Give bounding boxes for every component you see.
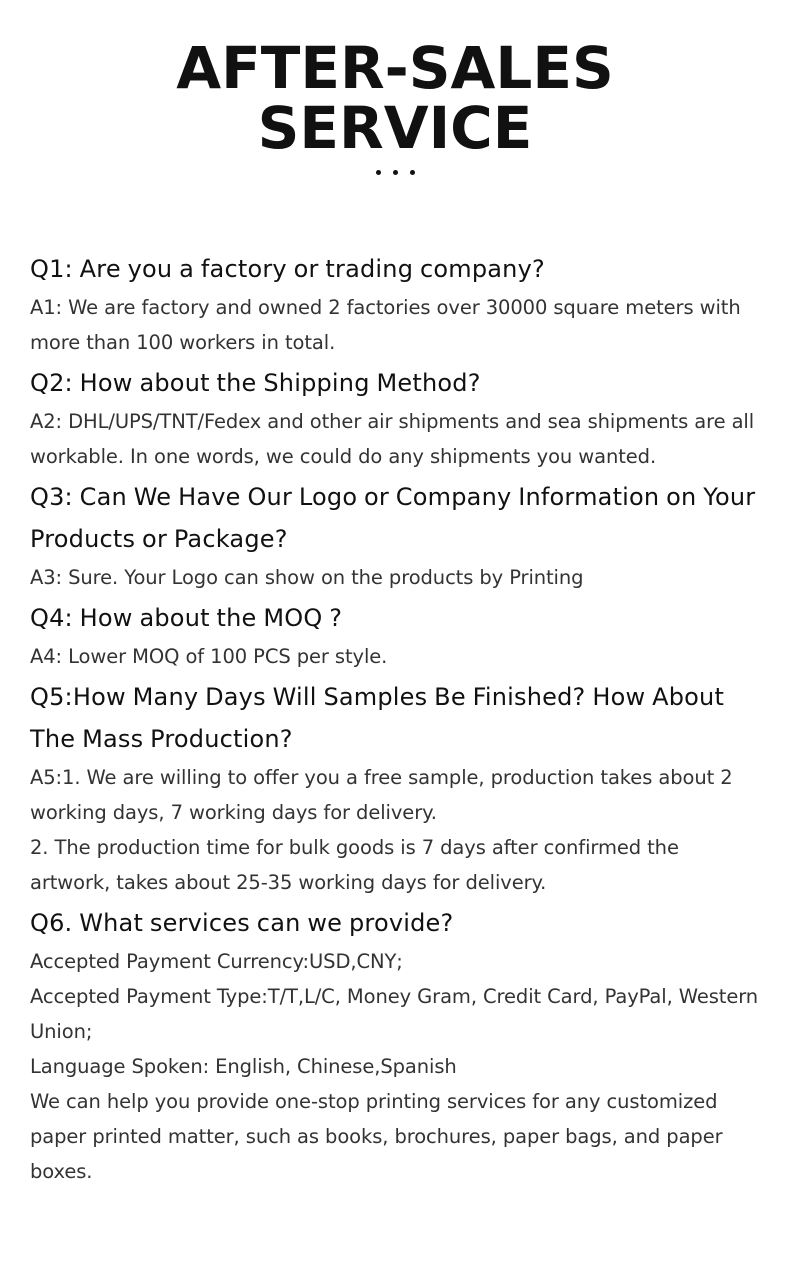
page-title	[0, 34, 790, 162]
answer-line: We can help you provide one-stop printing services for any customized paper printed matter, such as books, brochures, paper bags, and paper boxes.	[30, 1090, 723, 1183]
faq-answer	[30, 404, 765, 474]
faq-question: Q4: How about the MOQ ?	[30, 604, 343, 632]
faq-item-6	[30, 902, 765, 1189]
faq-question: Q2: How about the Shipping Method?	[30, 369, 481, 397]
dot-icon	[393, 170, 398, 175]
faq-item-1	[30, 248, 765, 360]
faq-answer	[30, 760, 765, 900]
dot-icon	[410, 170, 415, 175]
answer-line: A3: Sure. Your Logo can show on the products by Printing	[30, 566, 584, 589]
answer-line: A1: We are factory and owned 2 factories over 30000 square meters with more than 100 workers in total.	[30, 296, 741, 354]
answer-line: A4: Lower MOQ of 100 PCS per style.	[30, 645, 388, 668]
faq-question: Q3: Can We Have Our Logo or Company Information on Your Products or Package?	[30, 483, 756, 553]
answer-line: A5:1. We are willing to offer you a free sample, production takes about 2 working days, 7 working days for delivery.	[30, 766, 733, 824]
faq-answer	[30, 639, 765, 674]
page-header	[0, 34, 790, 175]
faq-question: Q6. What services can we provide?	[30, 909, 454, 937]
faq-answer	[30, 944, 765, 1189]
answer-line: Accepted Payment Currency:USD,CNY;	[30, 950, 403, 973]
faq-answer	[30, 290, 765, 360]
answer-line: Accepted Payment Type:T/T,L/C, Money Gram, Credit Card, PayPal, Western Union;	[30, 985, 759, 1043]
dot-icon	[376, 170, 381, 175]
answer-line: A2: DHL/UPS/TNT/Fedex and other air shipments and sea shipments are all workable. In one words, we could do any shipments you wanted.	[30, 410, 755, 468]
faq-item-3	[30, 476, 765, 595]
faq-item-2	[30, 362, 765, 474]
decorative-dots	[0, 170, 790, 175]
answer-line: 2. The production time for bulk goods is 7 days after confirmed the artwork, takes about 25-35 working days for delivery.	[30, 836, 679, 894]
faq-question: Q1: Are you a factory or trading company?	[30, 255, 545, 283]
title-line-2: SERVICE	[257, 94, 533, 162]
faq-item-5	[30, 676, 765, 900]
faq-question: Q5:How Many Days Will Samples Be Finished? How About The Mass Production?	[30, 683, 725, 753]
faq-list	[30, 248, 765, 1191]
title-line-1: AFTER-SALES	[176, 34, 614, 102]
answer-line: Language Spoken: English, Chinese,Spanish	[30, 1055, 457, 1078]
faq-answer	[30, 560, 765, 595]
faq-item-4	[30, 597, 765, 674]
